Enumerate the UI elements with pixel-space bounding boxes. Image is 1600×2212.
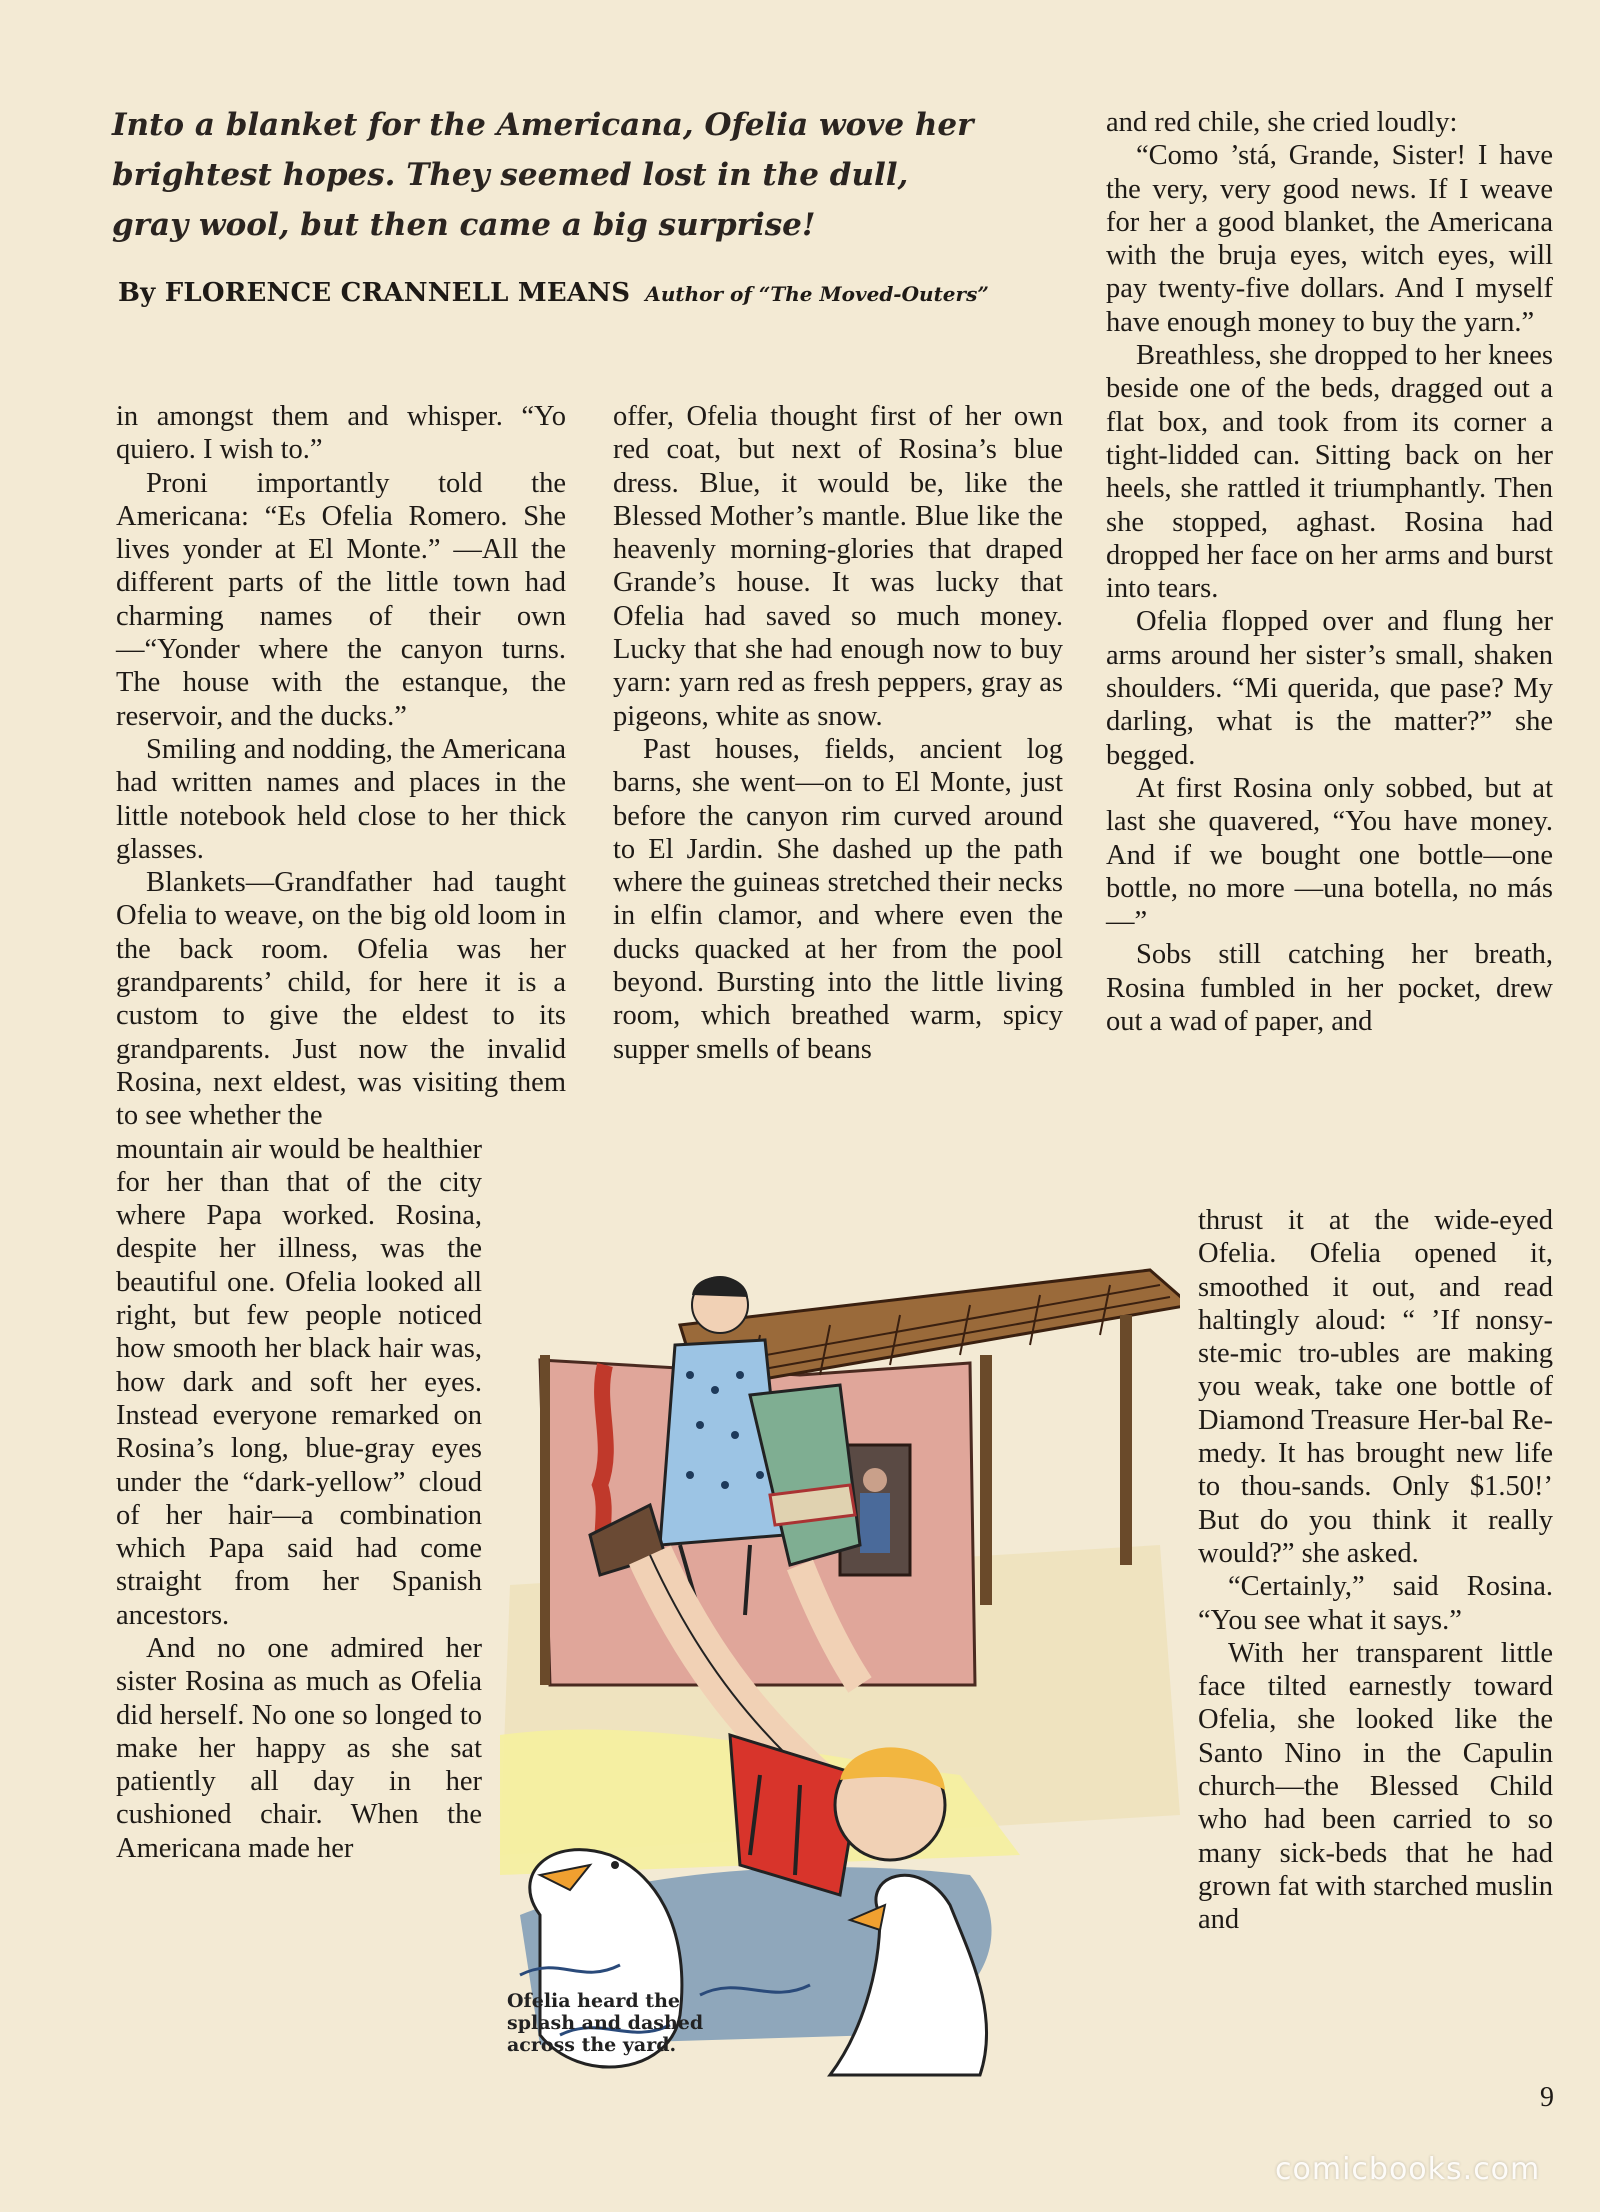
text-column-1 — [116, 400, 566, 1865]
paragraph: Past houses, fields, ancient log barns, she went—on to El Monte, just before the canyon rim curved around to El Jardin. She dashed up the path where the guineas stretched their necks in elfin clamor, and where even the ducks quacked at her from the pool beyond. Bursting into the little living room, which breathed warm, spicy supper smells of beans — [613, 733, 1063, 1065]
illustration-caption: Ofelia heard the splash and dashed across the yard. — [507, 1990, 704, 2056]
paragraph: Proni importantly told the Americana: “Es Ofelia Romero. She lives yonder at El Monte.” —All the different parts of the little town had charming names of their own—“Yonder where the canyon turns. The house with the estanque, the reservoir, and the ducks.” — [116, 467, 566, 732]
byline-author: By FLORENCE CRANNELL MEANS — [118, 278, 631, 308]
paragraph: in amongst them and whisper. “Yo quiero. I wish to.” — [116, 401, 566, 466]
paragraph: At first Rosina only sobbed, but at last she quavered, “You have money. And if we bought one bottle—one bottle, no more —una botella, no más—” — [1106, 772, 1553, 938]
paragraph: And no one admired her sister Rosina as much as Ofelia did herself. No one so longed to make her happy as she sat patiently all day in her cushioned chair. When the Americana made her — [116, 1632, 482, 1864]
watermark: comicbooks.com — [1275, 2152, 1541, 2187]
paragraph: Smiling and nodding, the Americana had written names and places in the little notebook held close to her thick glasses. — [116, 733, 566, 865]
byline-credit: Author of “The Moved-Outers” — [645, 282, 989, 306]
paragraph: offer, Ofelia thought first of her own red coat, but next of Rosina’s blue dress. Blue, it would be, like the Blessed Mother’s mantle. Blue like the heavenly morning-glories that draped Grande’s house. It was lucky that Ofelia had saved so much money. Lucky that she had enough now to buy yarn: yarn red as fresh peppers, gray as pigeons, white as snow. — [613, 401, 1063, 732]
paragraph: “Como ’stá, Grande, Sister! I have the very, very good news. If I weave for her a good blanket, the Americana with the bruja eyes, witch eyes, will pay twenty-five dollars. And I myself have enough money to buy the yarn.” — [1106, 140, 1553, 338]
paragraph: Sobs still catching her breath, Rosina fumbled in her pocket, drew out a wad of paper, and — [1106, 939, 1553, 1038]
paragraph: and red chile, she cried loudly: — [1106, 107, 1458, 138]
page-number: 9 — [1540, 2082, 1554, 2113]
paragraph: Breathless, she dropped to her knees beside one of the beds, dragged out a flat box, and took from its corner a tight-lidded can. Sitting back on her heels, she rattled it triumphantly. Then she stopped, aghast. Rosina had dropped her face on her arms and burst into tears. — [1106, 340, 1553, 605]
paragraph: With her transparent little face tilted earnestly toward Ofelia, she looked like the Santo Nino in the Capulin church—the Blessed Child who had been carried to so many sick-beds that he had grown fat with starched muslin and — [1198, 1637, 1553, 1936]
paragraph: Ofelia flopped over and flung her arms around her sister’s small, shaken shoulders. “Mi querida, que pase? My darling, what is the matter?” she begged. — [1106, 606, 1553, 771]
text-column-3-narrow — [1198, 1204, 1553, 1937]
byline — [118, 278, 1078, 308]
paragraph: thrust it at the wide-eyed Ofelia. Ofelia opened it, smoothed it out, and read haltingly aloud: “ ’If nonsy-ste-mic tro-ubles are making you weak, take one bottle of Diamond Treasure Her-bal Re-medy. It has brought new life to thou-sands. Only $1.50!’ But do you think it really would?” she asked. — [1198, 1205, 1553, 1569]
paragraph: mountain air would be healthier for her than that of the city where Papa worked. Rosina, despite her illness, was the beautiful one. Ofelia looked all right, but few people noticed how smooth her black hair was, how dark and soft her eyes. Instead everyone remarked on Rosina’s long, blue-gray eyes under the “dark-yellow” cloud of her hair—a combination which Papa said had come straight from her Spanish ancestors. — [116, 1133, 482, 1631]
paragraph: “Certainly,” said Rosina. “You see what it says.” — [1198, 1571, 1553, 1636]
text-column-3 — [1106, 106, 1553, 1038]
paragraph: Blankets—Grandfather had taught Ofelia to weave, on the big old loom in the back room. Ofelia was her grandparents’ child, for here it is a custom to give the eldest to its grandparents. Just now the invalid Rosina, next eldest, was visiting them to see whether the — [116, 867, 566, 1132]
story-illustration — [500, 1215, 1180, 2095]
text-column-2 — [613, 400, 1063, 1066]
story-teaser: Into a blanket for the Americana, Ofelia wove her brightest hopes. They seemed lost in the dull, gray wool, but then came a big surprise! — [112, 107, 974, 243]
column-1-narrow-section — [116, 1133, 482, 1866]
